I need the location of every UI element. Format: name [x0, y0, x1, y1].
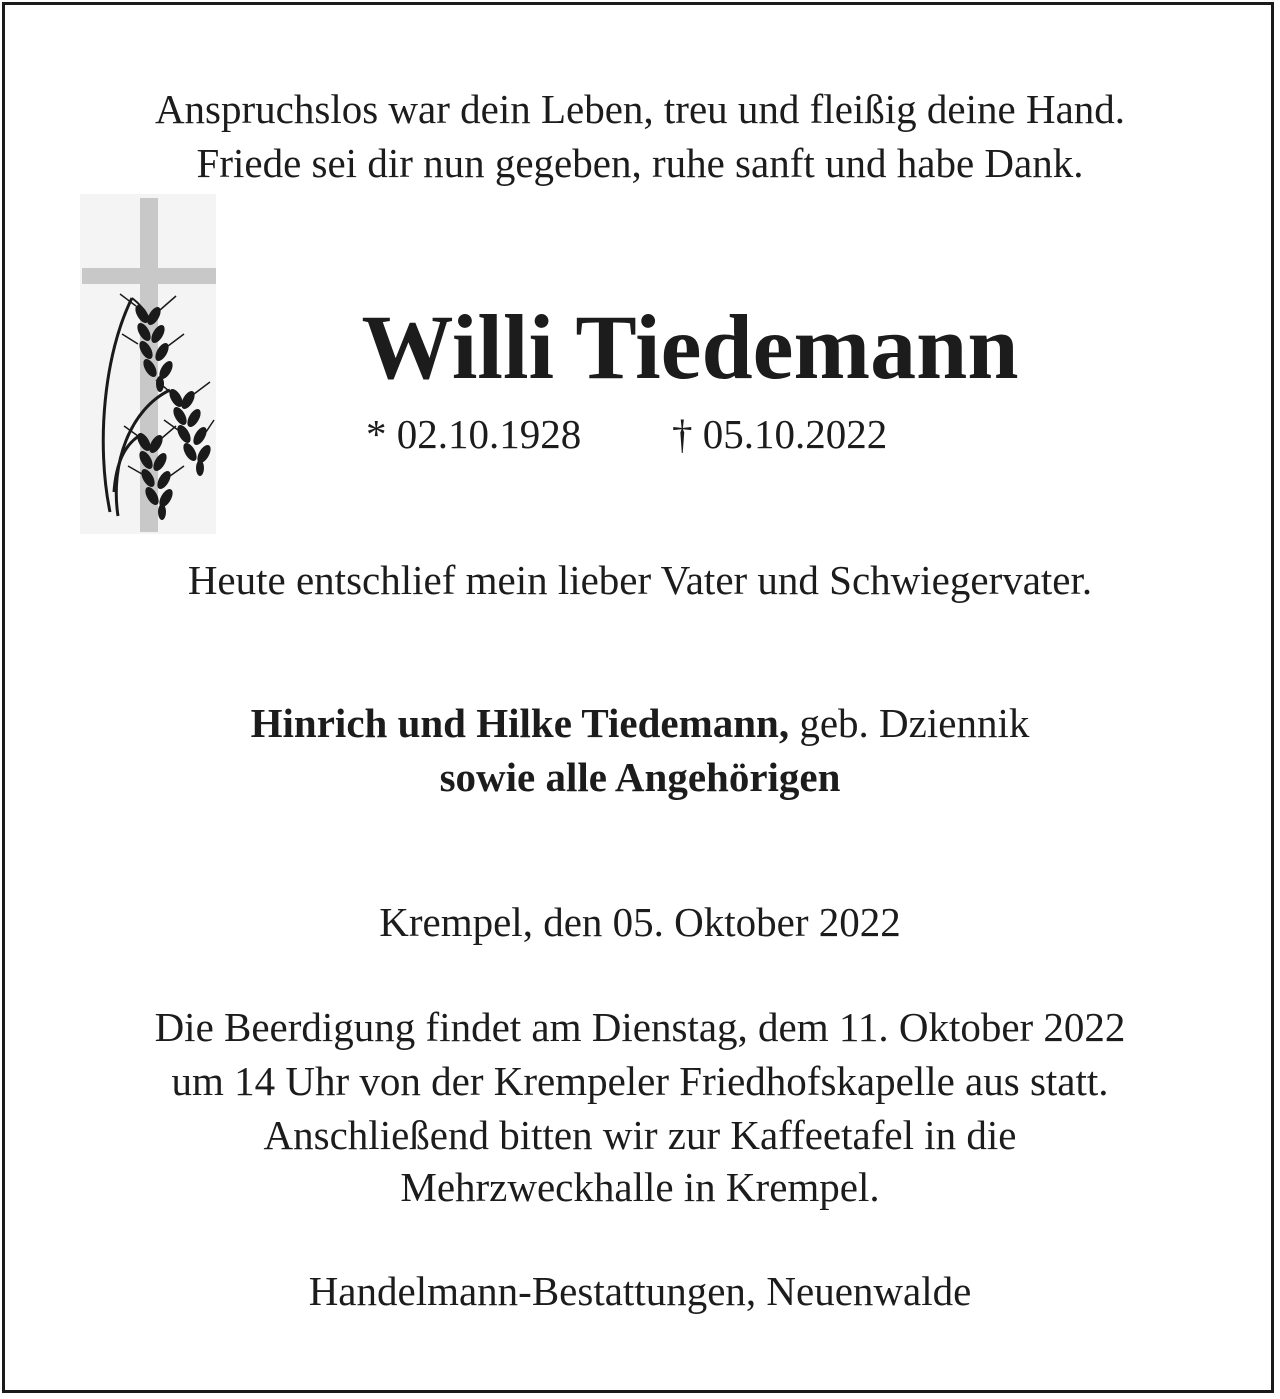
- funeral-line-3: Anschließend bitten wir zur Kaffeetafel in die: [263, 1112, 1017, 1158]
- funeral-line-4: Mehrzweckhalle in Krempel.: [400, 1164, 880, 1210]
- cross-with-wheat-icon: [80, 194, 216, 534]
- motto-line-2: Friede sei dir nun gegeben, ruhe sanft und habe Dank.: [196, 140, 1084, 186]
- mourners-names: Hinrich und Hilke Tiedemann,: [250, 700, 790, 746]
- mourners-line-2: sowie alle Angehörigen: [439, 754, 841, 800]
- undertaker-text: Handelmann-Bestattungen, Neuenwalde: [308, 1268, 972, 1314]
- announcement-text: Heute entschlief mein lieber Vater und Schwiegervater.: [187, 557, 1093, 603]
- motto-line-1: Anspruchslos war dein Leben, treu und fleißig deine Hand.: [154, 86, 1126, 132]
- place-and-date: Krempel, den 05. Oktober 2022: [379, 899, 901, 945]
- maiden-name: geb. Dziennik: [789, 700, 1030, 746]
- funeral-line-1: Die Beerdigung findet am Dienstag, dem 11. Oktober 2022: [154, 1004, 1126, 1050]
- funeral-line-2: um 14 Uhr von der Krempeler Friedhofskapelle aus statt.: [171, 1058, 1109, 1104]
- deceased-name: Willi Tiedemann: [361, 296, 1019, 398]
- death-date: † 05.10.2022: [672, 411, 888, 457]
- mourners-line-1: [0, 696, 1280, 750]
- birth-date: * 02.10.1928: [366, 411, 582, 457]
